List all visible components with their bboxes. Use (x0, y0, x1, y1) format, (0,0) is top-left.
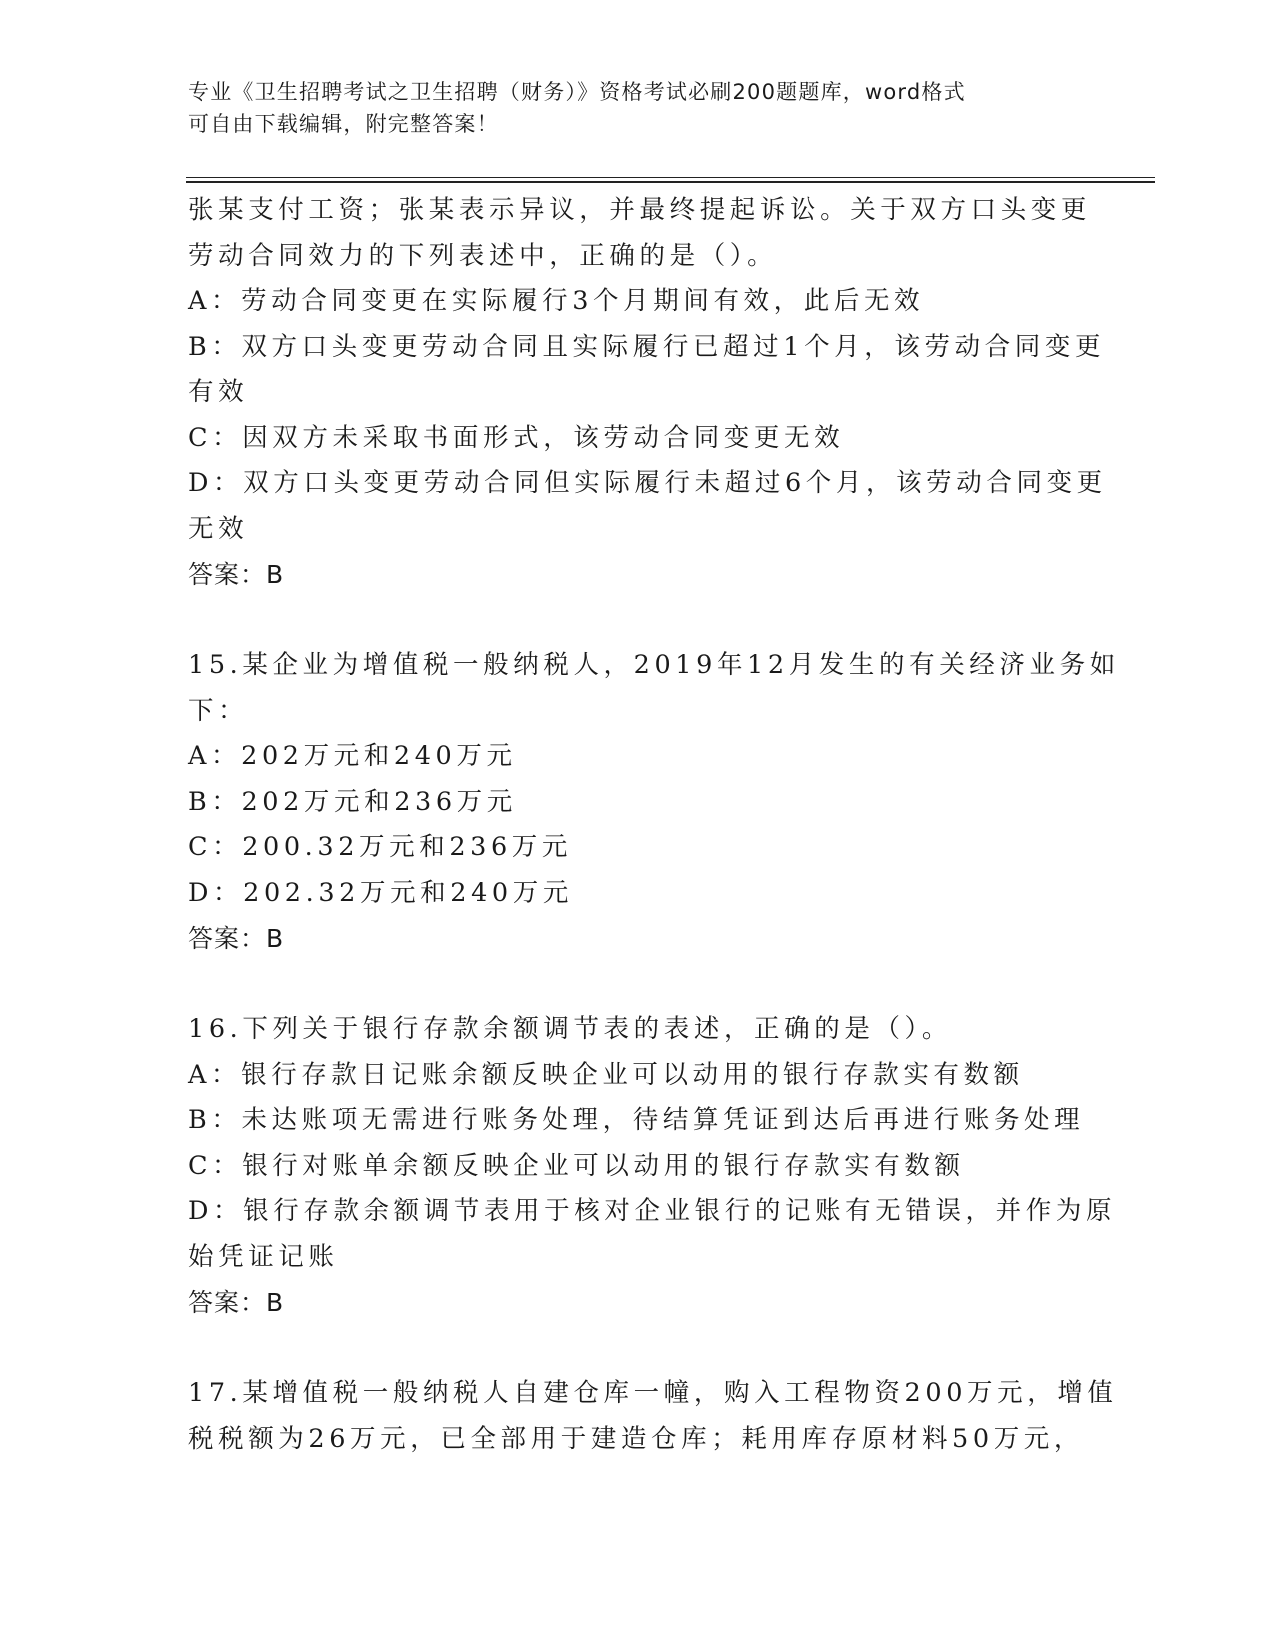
question-17 (188, 1371, 1118, 1462)
header-line-1: 专业《卫生招聘考试之卫生招聘（财务）》资格考试必刷200题题库，word格式 (188, 80, 966, 104)
question-stem-line: 税税额为26万元，已全部用于建造仓库；耗用库存原材料50万元， (188, 1423, 1084, 1454)
question-stem-line: 16.下列关于银行存款余额调节表的表述，正确的是（）。 (188, 1014, 953, 1044)
spacer (188, 598, 1088, 644)
option-b-continued: 有效 (188, 377, 249, 407)
header-divider-thick (186, 181, 1155, 183)
option-d: D：双方口头变更劳动合同但实际履行未超过6个月，该劳动合同变更 (188, 468, 1107, 498)
option-a: A：202万元和240万元 (188, 741, 517, 771)
question-stem-line: 15.某企业为增值税一般纳税人，2019年12月发生的有关经济业务如 (188, 650, 1120, 680)
question-14 (188, 188, 1107, 598)
question-15 (188, 643, 1120, 962)
option-c: C：因双方未采取书面形式，该劳动合同变更无效 (188, 422, 845, 453)
header-line-2: 可自由下载编辑，附完整答案！ (188, 112, 499, 136)
option-b: B：202万元和236万元 (188, 786, 517, 817)
spacer (188, 962, 1088, 1008)
option-a: A：劳动合同变更在实际履行3个月期间有效，此后无效 (188, 286, 925, 316)
answer: 答案：B (188, 924, 285, 953)
answer: 答案：B (188, 1288, 285, 1317)
question-stem-line: 张某支付工资；张某表示异议，并最终提起诉讼。关于双方口头变更 (188, 195, 1092, 225)
answer: 答案：B (188, 560, 285, 589)
spacer (188, 1326, 1088, 1372)
option-c: C：200.32万元和236万元 (188, 832, 573, 862)
option-d-continued: 无效 (188, 513, 249, 544)
header-divider-thin (186, 177, 1155, 178)
question-16 (188, 1007, 1117, 1326)
document-body (188, 188, 1120, 1462)
option-c: C：银行对账单余额反映企业可以动用的银行存款实有数额 (188, 1150, 965, 1181)
question-stem-line: 劳动合同效力的下列表述中，正确的是（）。 (188, 240, 778, 271)
option-b: B：未达账项无需进行账务处理，待结算凭证到达后再进行账务处理 (188, 1105, 1085, 1135)
question-stem-line: 17.某增值税一般纳税人自建仓库一幢，购入工程物资200万元，增值 (188, 1378, 1118, 1408)
option-a: A：银行存款日记账余额反映企业可以动用的银行存款实有数额 (188, 1059, 1024, 1090)
question-stem-line: 下： (188, 695, 249, 726)
option-d: D：银行存款余额调节表用于核对企业银行的记账有无错误，并作为原 (188, 1196, 1117, 1226)
option-d-continued: 始凭证记账 (188, 1241, 339, 1272)
document-header (188, 76, 1068, 140)
option-d: D：202.32万元和240万元 (188, 877, 573, 908)
option-b: B：双方口头变更劳动合同且实际履行已超过1个月，该劳动合同变更 (188, 331, 1106, 362)
